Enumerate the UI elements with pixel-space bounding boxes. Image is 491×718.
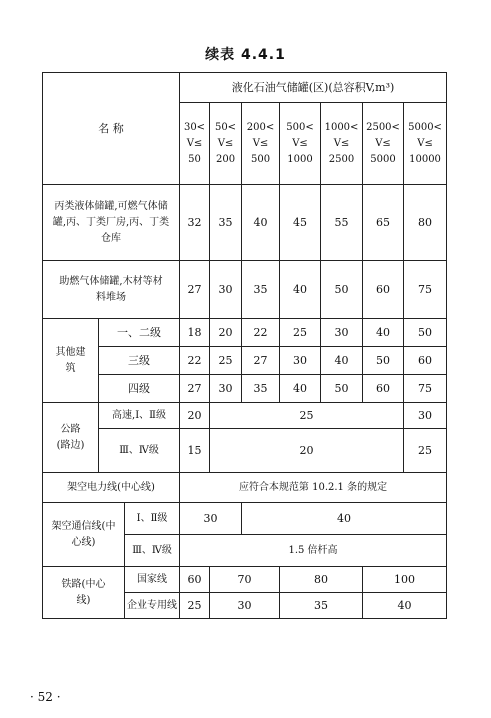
table-cell: 30 bbox=[210, 261, 242, 319]
table-cell: 25 bbox=[210, 347, 242, 375]
table-cell: 35 bbox=[242, 261, 280, 319]
page-number: · 52 · bbox=[30, 690, 61, 704]
table-cell-merged: 25 bbox=[210, 403, 404, 429]
table-cell: 32 bbox=[180, 185, 210, 261]
range-header: 50< V≤ 200 bbox=[210, 103, 242, 185]
table-cell: 40 bbox=[321, 347, 363, 375]
table-cell-merged: 80 bbox=[280, 567, 363, 593]
sub-label: 四级 bbox=[99, 375, 180, 403]
table-cell-merged: 应符合本规范第 10.2.1 条的规定 bbox=[180, 473, 447, 503]
table-cell: 40 bbox=[363, 319, 404, 347]
table-cell: 50 bbox=[321, 375, 363, 403]
table-cell-merged: 30 bbox=[210, 593, 280, 619]
sub-label: 高速,Ⅰ、Ⅱ级 bbox=[99, 403, 180, 429]
row-label-class-c: 丙类液体储罐,可燃气体储罐,丙、丁类厂房,丙、丁类仓库 bbox=[43, 185, 180, 261]
range-header: 200< V≤ 500 bbox=[242, 103, 280, 185]
table-cell: 20 bbox=[210, 319, 242, 347]
range-header: 30< V≤ 50 bbox=[180, 103, 210, 185]
table-cell: 40 bbox=[280, 375, 321, 403]
table-cell: 22 bbox=[242, 319, 280, 347]
range-header: 5000< V≤ 10000 bbox=[404, 103, 447, 185]
table-cell-merged: 70 bbox=[210, 567, 280, 593]
table-cell-merged: 20 bbox=[210, 429, 404, 473]
sub-label: Ⅲ、Ⅳ级 bbox=[99, 429, 180, 473]
table-cell: 30 bbox=[280, 347, 321, 375]
table-cell: 60 bbox=[363, 261, 404, 319]
table-cell: 35 bbox=[210, 185, 242, 261]
row-label-other-buildings: 其他建筑 bbox=[43, 319, 99, 403]
table-cell: 30 bbox=[210, 375, 242, 403]
range-header: 1000< V≤ 2500 bbox=[321, 103, 363, 185]
table-cell: 65 bbox=[363, 185, 404, 261]
table-cell: 50 bbox=[404, 319, 447, 347]
table-cell-merged: 100 bbox=[363, 567, 447, 593]
table-cell: 75 bbox=[404, 261, 447, 319]
row-label-telecom-line: 架空通信线(中心线) bbox=[43, 503, 125, 567]
table-cell: 50 bbox=[363, 347, 404, 375]
table-cell-merged: 30 bbox=[180, 503, 242, 535]
sub-label: Ⅲ、Ⅳ级 bbox=[125, 535, 180, 567]
table-cell: 27 bbox=[180, 261, 210, 319]
row-label-combustion: 助燃气体储罐,木材等材料堆场 bbox=[43, 261, 180, 319]
sub-label: 一、二级 bbox=[99, 319, 180, 347]
table-cell: 40 bbox=[242, 185, 280, 261]
header-group: 液化石油气储罐(区)(总容积V,m³) bbox=[180, 73, 447, 103]
separation-distance-table bbox=[42, 72, 447, 619]
table-cell: 50 bbox=[321, 261, 363, 319]
table-cell: 75 bbox=[404, 375, 447, 403]
table-cell: 20 bbox=[180, 403, 210, 429]
table-cell: 22 bbox=[180, 347, 210, 375]
table-cell: 27 bbox=[242, 347, 280, 375]
table-caption: 续表 4.4.1 bbox=[205, 47, 286, 63]
table-cell: 40 bbox=[280, 261, 321, 319]
sub-label: 国家线 bbox=[125, 567, 180, 593]
table-cell-merged: 35 bbox=[280, 593, 363, 619]
table-cell: 30 bbox=[404, 403, 447, 429]
table-cell: 60 bbox=[363, 375, 404, 403]
table-cell-merged: 40 bbox=[363, 593, 447, 619]
table-cell: 35 bbox=[242, 375, 280, 403]
table-cell: 80 bbox=[404, 185, 447, 261]
sub-label: 三级 bbox=[99, 347, 180, 375]
table-cell: 45 bbox=[280, 185, 321, 261]
table-cell: 18 bbox=[180, 319, 210, 347]
sub-label: Ⅰ、Ⅱ级 bbox=[125, 503, 180, 535]
table-cell: 60 bbox=[404, 347, 447, 375]
header-name: 名 称 bbox=[43, 73, 180, 185]
table-cell: 30 bbox=[321, 319, 363, 347]
table-cell: 60 bbox=[180, 567, 210, 593]
table-cell: 25 bbox=[404, 429, 447, 473]
table-cell: 25 bbox=[180, 593, 210, 619]
table-cell: 27 bbox=[180, 375, 210, 403]
row-label-railway: 铁路(中心线) bbox=[43, 567, 125, 619]
table-cell: 25 bbox=[280, 319, 321, 347]
table-cell-merged: 1.5 倍杆高 bbox=[180, 535, 447, 567]
table-cell: 15 bbox=[180, 429, 210, 473]
row-label-power-line: 架空电力线(中心线) bbox=[43, 473, 180, 503]
table-cell-merged: 40 bbox=[242, 503, 447, 535]
range-header: 2500< V≤ 5000 bbox=[363, 103, 404, 185]
row-label-highway: 公路(路边) bbox=[43, 403, 99, 473]
range-header: 500< V≤ 1000 bbox=[280, 103, 321, 185]
table-cell: 55 bbox=[321, 185, 363, 261]
sub-label: 企业专用线 bbox=[125, 593, 180, 619]
